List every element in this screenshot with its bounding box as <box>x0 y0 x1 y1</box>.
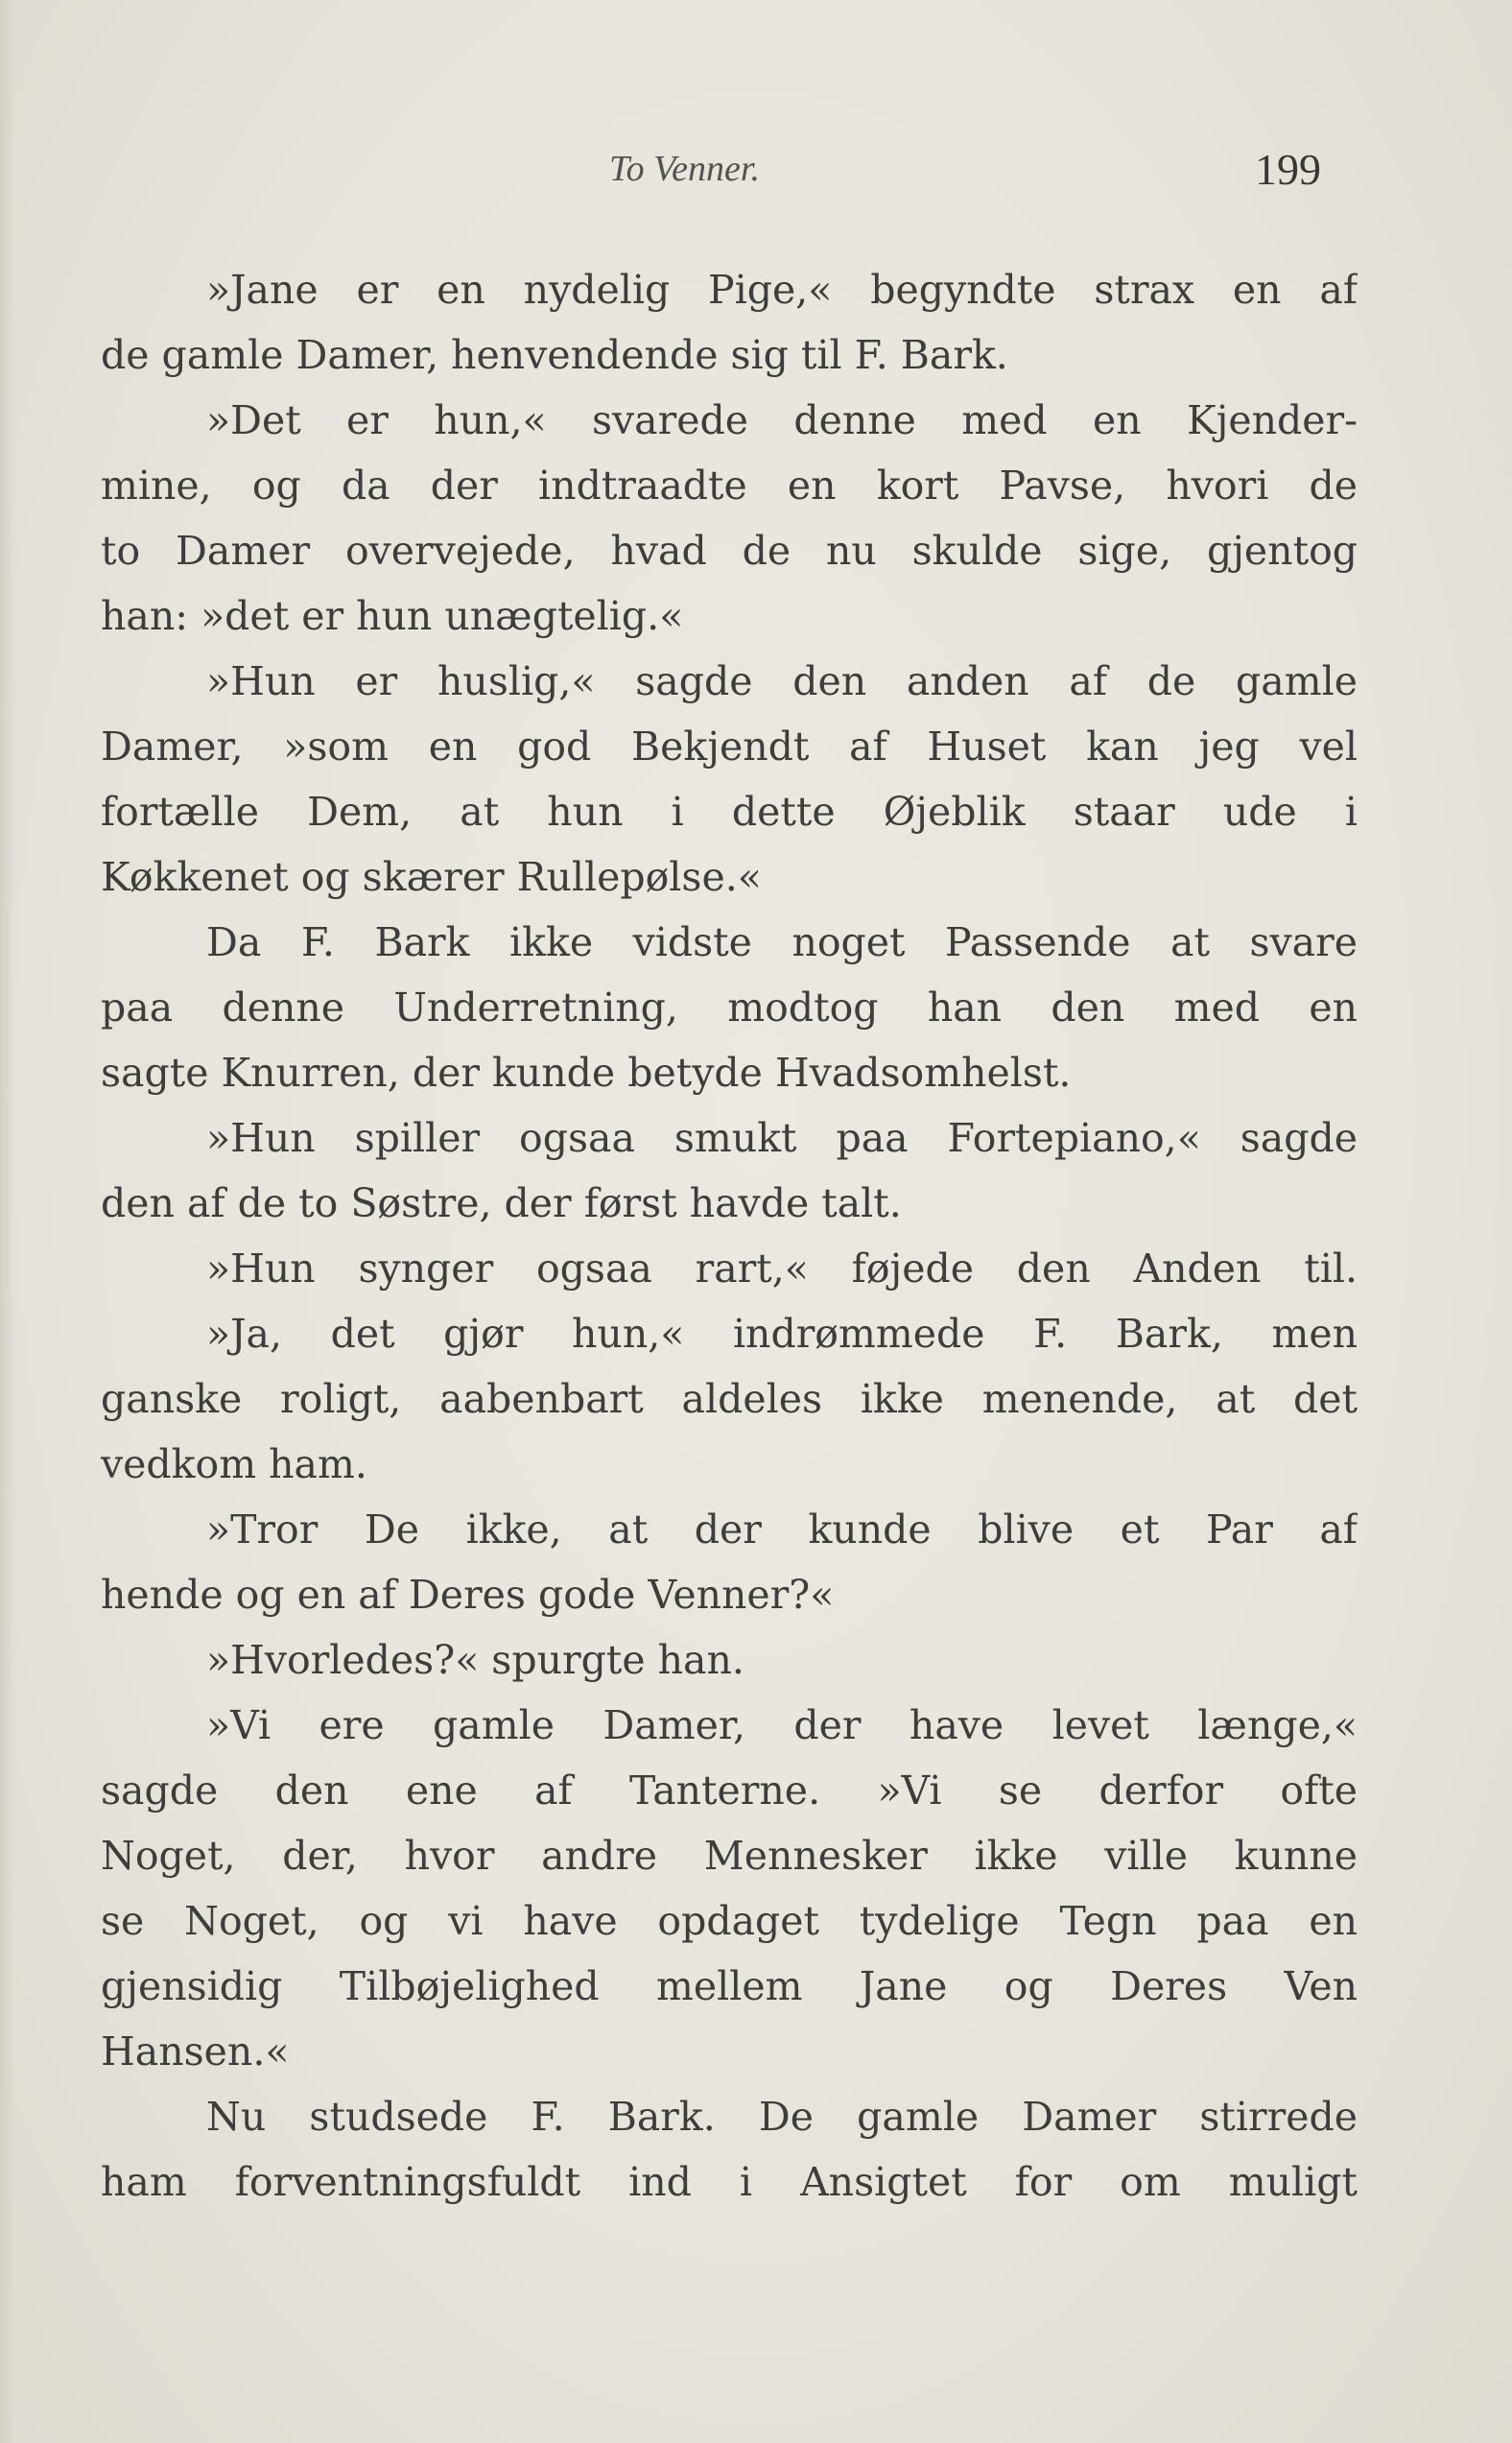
text-line: Køkkenet og skærer Rullepølse.« <box>101 854 762 900</box>
text-line: »Tror De ikke, at der kunde blive et Par af <box>206 1506 1358 1553</box>
text-line: ham forventningsfuldt ind i Ansigtet for om muligt <box>101 2159 1358 2205</box>
text-line: »Jane er en nydelig Pige,« begyndte strax en af <box>206 267 1358 313</box>
page-number: 199 <box>1255 145 1321 194</box>
text-line: Da F. Bark ikke vidste noget Passende at svare <box>206 919 1358 965</box>
text-line: to Damer overvejede, hvad de nu skulde sige, gjentog <box>101 528 1358 574</box>
text-line: hende og en af Deres gode Venner?« <box>101 1572 835 1618</box>
text-line: Noget, der, hvor andre Mennesker ikke ville kunne <box>101 1833 1358 1879</box>
gutter-shadow <box>0 0 15 2443</box>
text-line: »Hun spiller ogsaa smukt paa Fortepiano,« sagde <box>206 1115 1358 1161</box>
running-head <box>0 144 1512 202</box>
text-line: paa denne Underretning, modtog han den med en <box>101 984 1358 1031</box>
running-title: To Venner. <box>609 149 760 189</box>
text-line: »Vi ere gamle Damer, der have levet længe,« <box>206 1702 1358 1748</box>
text-line: »Hun synger ogsaa rart,« føjede den Anden til. <box>206 1245 1358 1292</box>
body-text <box>101 257 1358 2215</box>
text-line: »Ja, det gjør hun,« indrømmede F. Bark, men <box>206 1311 1358 1357</box>
text-line: de gamle Damer, henvendende sig til F. Bark. <box>101 332 1008 378</box>
text-line: vedkom ham. <box>101 1441 367 1487</box>
text-line: den af de to Søstre, der først havde talt. <box>101 1180 902 1226</box>
text-line: sagde den ene af Tanterne. »Vi se derfor ofte <box>101 1767 1358 1814</box>
text-line: fortælle Dem, at hun i dette Øjeblik staar ude i <box>101 789 1358 835</box>
text-line: »Hvorledes?« spurgte han. <box>206 1637 744 1683</box>
text-line: sagte Knurren, der kunde betyde Hvadsomhelst. <box>101 1050 1072 1096</box>
text-line: mine, og da der indtraadte en kort Pavse, hvori de <box>101 463 1358 509</box>
text-line: Hansen.« <box>101 2028 290 2075</box>
text-line: se Noget, og vi have opdaget tydelige Tegn paa en <box>101 1898 1358 1944</box>
text-line: Nu studsede F. Bark. De gamle Damer stirrede <box>206 2094 1358 2140</box>
text-line: han: »det er hun unægtelig.« <box>101 593 684 639</box>
text-line: »Det er hun,« svarede denne med en Kjender- <box>206 397 1358 443</box>
text-line: ganske roligt, aabenbart aldeles ikke menende, at det <box>101 1376 1358 1422</box>
text-line: gjensidig Tilbøjelighed mellem Jane og Deres Ven <box>101 1963 1358 2009</box>
text-line: »Hun er huslig,« sagde den anden af de gamle <box>206 658 1358 704</box>
text-line: Damer, »som en god Bekjendt af Huset kan jeg vel <box>101 723 1358 770</box>
